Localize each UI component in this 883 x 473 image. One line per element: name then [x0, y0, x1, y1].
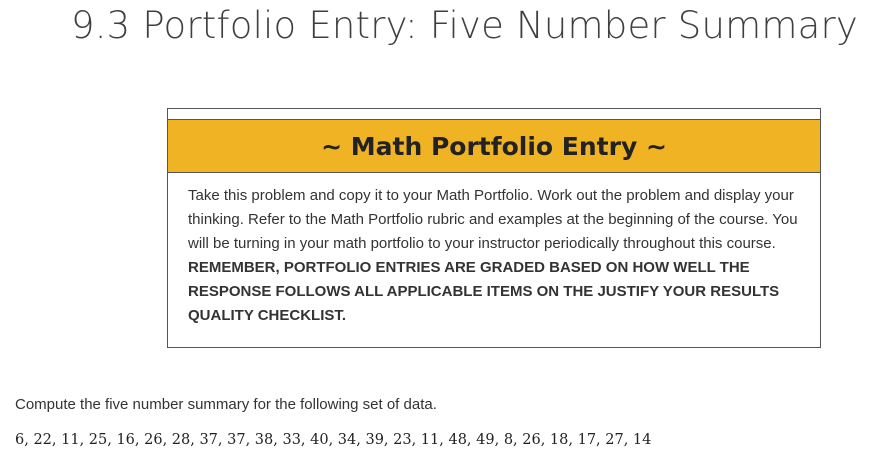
portfolio-reminder-text: REMEMBER, PORTFOLIO ENTRIES ARE GRADED BASED ON HOW WELL THE RESPONSE FOLLOWS ALL APPLICABLE ITEMS ON THE JUSTIFY YOUR RESULTS QUALITY CHECKLIST. [188, 259, 780, 324]
problem-data-set: 6, 22, 11, 25, 16, 26, 28, 37, 37, 38, 33, 40, 34, 39, 23, 11, 48, 49, 8, 26, 18, 17, 27, 14 [15, 432, 652, 448]
box-top-strip [168, 109, 820, 120]
problem-prompt: Compute the five number summary for the following set of data. [15, 396, 437, 413]
portfolio-box-body [168, 173, 820, 328]
portfolio-entry-box [167, 108, 821, 348]
portfolio-instructions-text: Take this problem and copy it to your Math Portfolio. Work out the problem and display your thinking. Refer to the Math Portfolio rubric and examples at the beginning of the course. You will be turning in your math portfolio to your instructor periodically throughout this course. [188, 187, 798, 252]
page-title: 9.3 Portfolio Entry: Five Number Summary [70, 4, 858, 47]
portfolio-box-header: ~ Math Portfolio Entry ~ [168, 120, 820, 173]
